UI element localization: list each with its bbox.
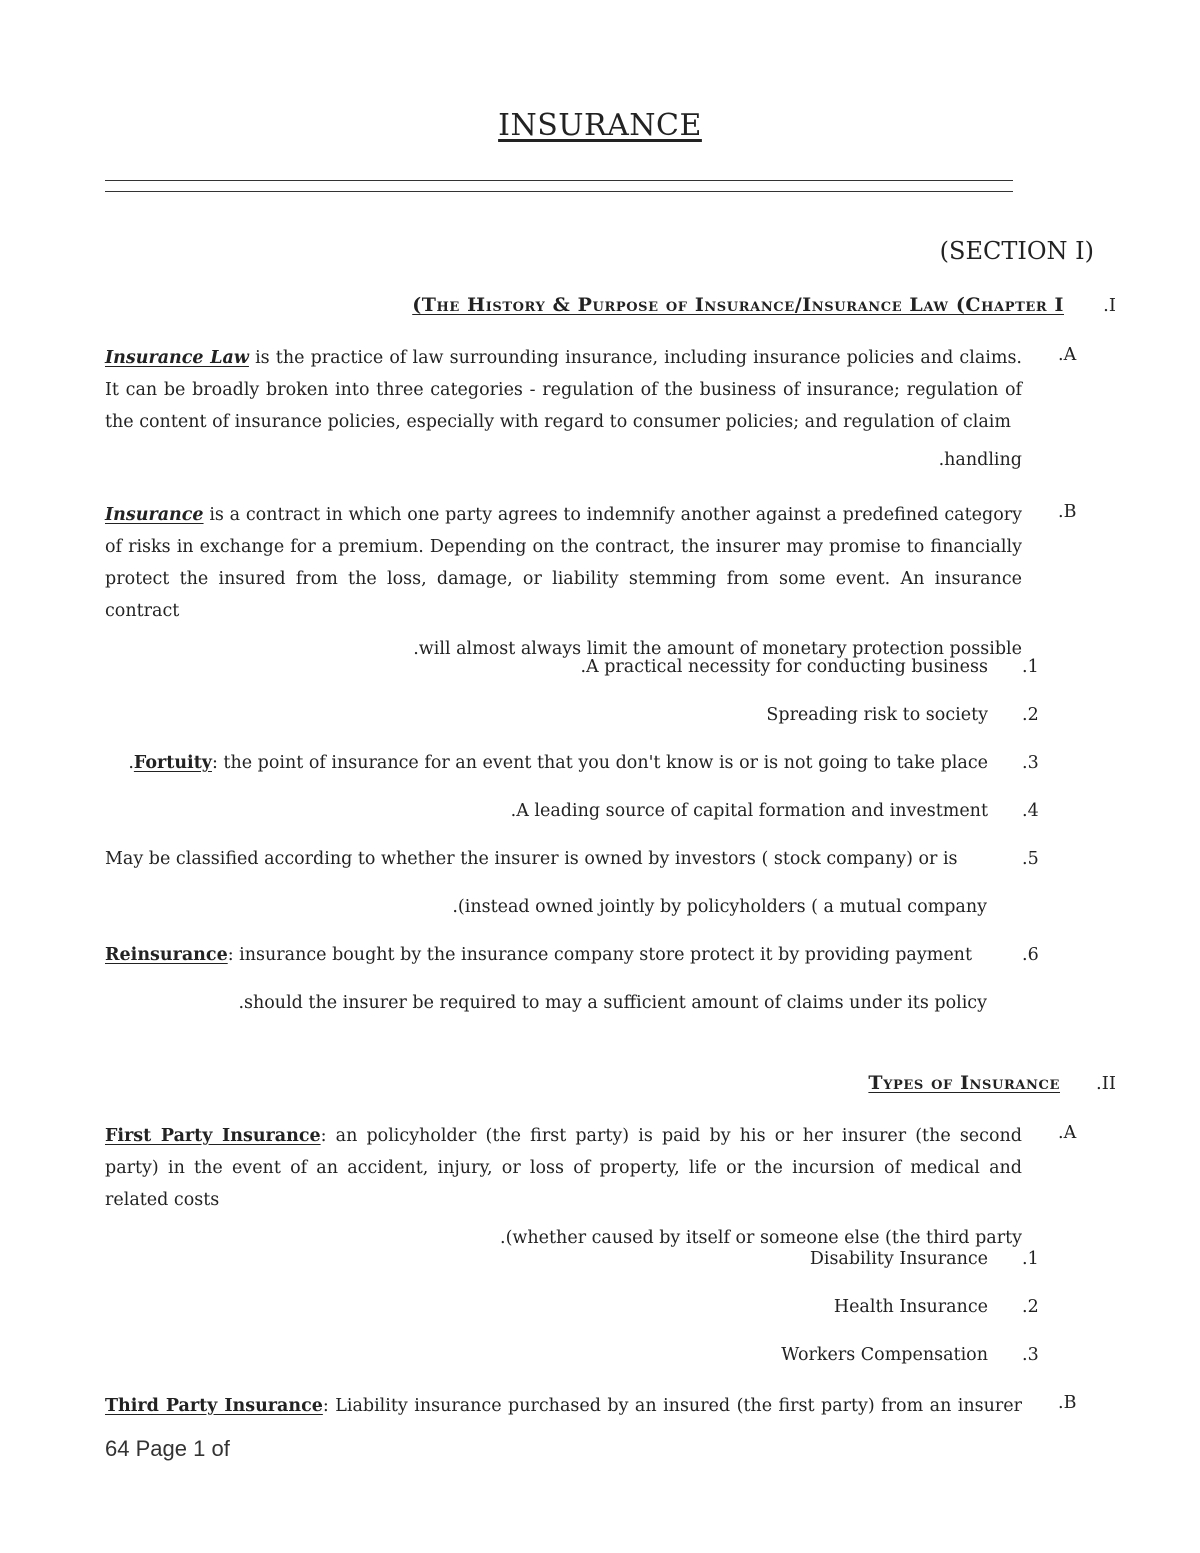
list-number: .4 — [1022, 801, 1039, 821]
list-item-prefix: . — [128, 753, 134, 773]
list-item: Disability Insurance — [809, 1249, 988, 1269]
title-divider — [105, 191, 1013, 192]
paragraph-last-line: .(whether caused by itself or someone else (the third party — [500, 1228, 1022, 1248]
paragraph-text: : Liability insurance purchased by an insured (the first party) from an insurer — [322, 1396, 1022, 1416]
list-number: .3 — [1022, 753, 1039, 773]
document-title: INSURANCE — [498, 108, 702, 143]
defined-term: Third Party Insurance — [105, 1396, 323, 1416]
list-item-text: May be classified according to whether the insurer is owned by investors ( stock company) or is — [105, 849, 958, 869]
page-number-footer — [105, 1436, 230, 1462]
paragraph-marker: .A — [1058, 1123, 1077, 1143]
paragraph — [105, 342, 1022, 476]
section-numeral: .I — [1103, 295, 1116, 316]
page-total: 64 — [105, 1436, 130, 1461]
list-item-text: : the point of insurance for an event that you don't know is or is not going to take place — [211, 753, 988, 773]
list-number: .5 — [1022, 849, 1039, 869]
section-numeral: .II — [1096, 1073, 1116, 1094]
section-heading: (The History & Purpose of Insurance/Insurance Law (Chapter I — [412, 294, 1064, 316]
title-divider — [105, 180, 1013, 181]
paragraph-last-line: .will almost always limit the amount of monetary protection possible — [413, 639, 1022, 659]
paragraph — [105, 1120, 1022, 1254]
list-item: Health Insurance — [833, 1297, 988, 1317]
list-number: .1 — [1022, 657, 1039, 677]
list-item: .A practical necessity for conducting business — [580, 657, 988, 677]
list-item-last-line: .should the insurer be required to may a sufficient amount of claims under its policy — [238, 993, 987, 1013]
list-number: .2 — [1022, 1297, 1039, 1317]
paragraph-text: : an policyholder (the first party) is paid by his or her insurer (the second party) in the event of an accident, injury, or loss of property, life or the incursion of medical and related costs — [105, 1126, 1022, 1210]
page-of: of — [205, 1436, 230, 1461]
list-number: .6 — [1022, 945, 1039, 965]
defined-term: First Party Insurance — [105, 1126, 321, 1146]
defined-term: Insurance Law — [105, 348, 249, 368]
page-label: Page — [129, 1436, 194, 1461]
list-item-text: : insurance bought by the insurance company store protect it by providing payment — [227, 945, 972, 965]
paragraph — [105, 1390, 1022, 1424]
paragraph-last-line: .handling — [938, 450, 1022, 470]
section-label: (SECTION I) — [939, 237, 1094, 265]
list-item: Spreading risk to society — [766, 705, 988, 725]
paragraph-marker: .A — [1058, 345, 1077, 365]
page-current: 1 — [193, 1436, 206, 1461]
paragraph-text: is the practice of law surrounding insurance, including insurance policies and claims. It can be broadly broken into three categories - regulation of the business of insurance; regulation of the content of insurance policies, especially with regard to consumer policies; and regulation of claim — [105, 348, 1022, 432]
defined-term: Insurance — [105, 505, 204, 525]
paragraph-text: is a contract in which one party agrees to indemnify another against a predefined category of risks in exchange for a premium. Depending on the contract, the insurer may promise to financially protect the insured from the loss, damage, or liability stemming from some event. An insurance contract — [105, 505, 1022, 621]
list-number: .1 — [1022, 1249, 1039, 1269]
list-number: .3 — [1022, 1345, 1039, 1365]
paragraph — [105, 499, 1022, 665]
list-number: .2 — [1022, 705, 1039, 725]
list-item — [105, 835, 987, 931]
defined-term: Reinsurance — [105, 945, 228, 965]
section-heading: Types of Insurance — [868, 1072, 1060, 1094]
paragraph-marker: .B — [1058, 502, 1077, 522]
list-item — [128, 753, 988, 773]
list-item: Workers Compensation — [781, 1345, 988, 1365]
list-item-last-line: .(instead owned jointly by policyholders ( a mutual company — [452, 897, 987, 917]
list-item: .A leading source of capital formation and investment — [510, 801, 988, 821]
paragraph-marker: .B — [1058, 1393, 1077, 1413]
list-item — [105, 931, 987, 1027]
defined-term: Fortuity — [133, 753, 212, 773]
